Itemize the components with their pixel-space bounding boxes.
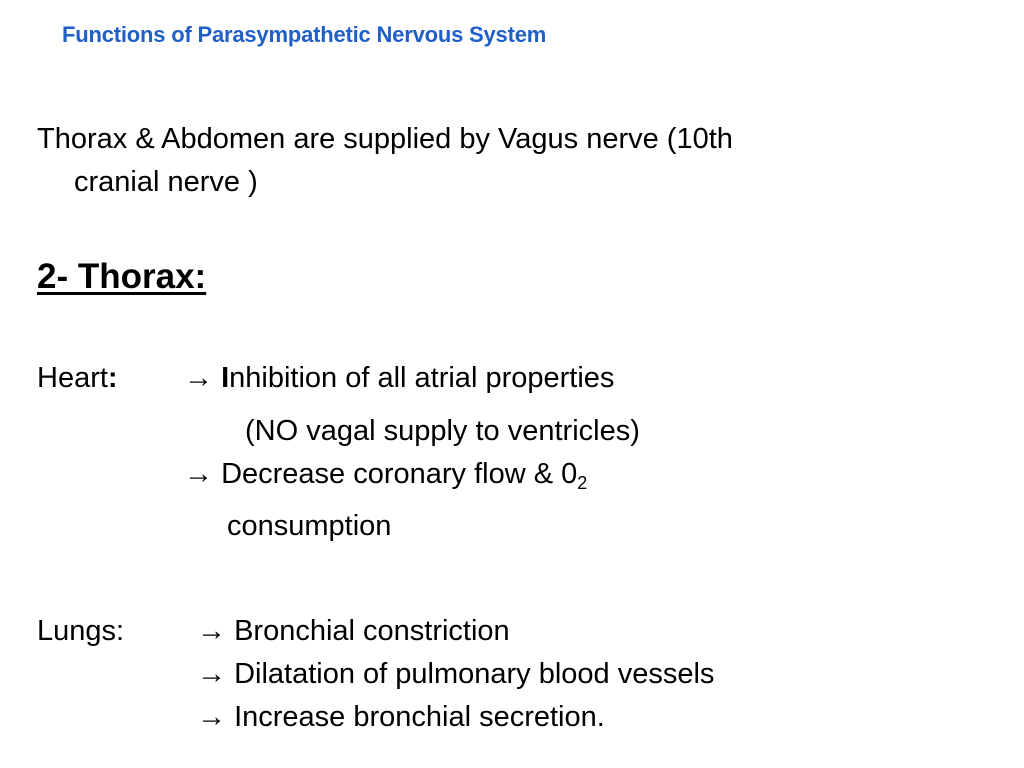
heart-effect-1-text: nhibition of all atrial properties [229,362,615,394]
heart-effect-2-text: Decrease coronary flow & 0 [221,458,578,490]
heart-effect-1 [184,357,614,400]
lungs-effect-3-text: Increase bronchial secretion. [234,701,605,733]
lungs-effect-2 [197,653,714,696]
lungs-effect-1-text: Bronchial constriction [234,615,510,647]
heart-label [37,357,118,400]
arrow-right-icon: → [184,362,213,394]
heart-effect-1-initial: I [221,362,230,394]
arrow-right-icon: → [197,658,226,690]
heart-label-text: Heart [37,362,108,394]
heart-effect-2-subscript: 2 [577,473,588,493]
lungs-effect-3 [197,696,605,739]
lungs-label: Lungs: [37,615,125,647]
arrow-right-icon: → [184,458,213,490]
arrow-right-icon: → [197,701,226,733]
intro-line-2: cranial nerve ) [74,166,258,198]
section-heading: 2- Thorax: [37,257,207,296]
heart-effect-2-continuation: consumption [227,510,392,542]
arrow-right-icon: → [197,615,226,647]
lungs-effect-1 [197,610,510,653]
intro-paragraph [37,118,937,204]
slide-title: Functions of Parasympathetic Nervous System [62,22,547,47]
intro-line-1: Thorax & Abdomen are supplied by Vagus nerve (10th [37,123,733,155]
lungs-effect-2-text: Dilatation of pulmonary blood vessels [234,658,715,690]
heart-label-colon: : [107,362,118,394]
heart-effect-2 [184,453,587,496]
heart-effect-1-note: (NO vagal supply to ventricles) [245,415,640,447]
